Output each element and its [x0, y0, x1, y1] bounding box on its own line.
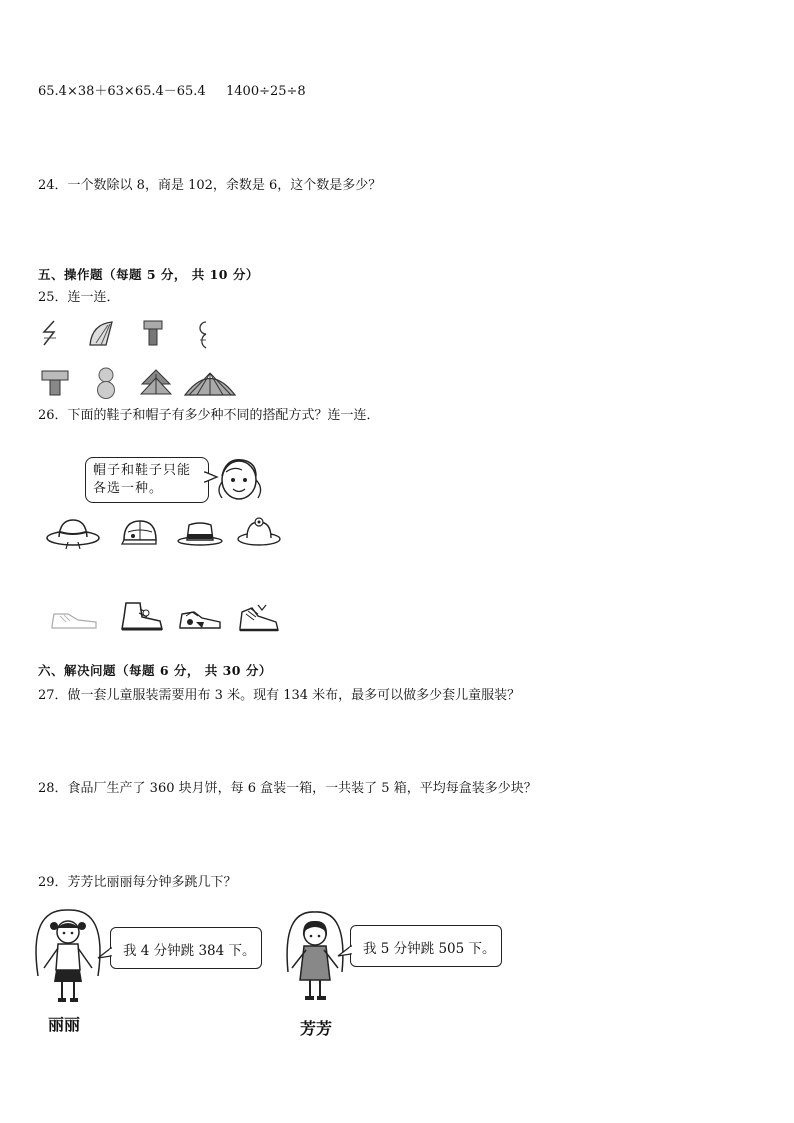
sun-hat-icon [44, 512, 102, 550]
lightning-shape-icon [40, 318, 64, 350]
fangfang-jumping-girl-icon [284, 910, 346, 1008]
calc-expression-2: 1400÷25÷8 [226, 84, 306, 99]
fangfang-bubble-tail [338, 946, 352, 960]
mushroom-slice-icon [141, 319, 165, 347]
lili-bubble-tail [98, 948, 112, 962]
fangfang-speech-bubble [350, 925, 502, 967]
flower-hat-icon [236, 514, 282, 548]
umbrella-icon [183, 370, 237, 398]
sport-shoe-icon [234, 602, 282, 636]
question-29: 29．芳芳比丽丽每分钟多跳几下？ [38, 875, 237, 890]
section-6-heading: 六、解决问题（每题 6 分， 共 30 分） [38, 663, 272, 678]
calc-expression-1: 65.4×38＋63×65.4－65.4 [38, 84, 206, 99]
question-24: 24．一个数除以 8，商是 102，余数是 6，这个数是多少？ [38, 178, 382, 193]
umbrella-slice-icon [86, 318, 116, 348]
lili-name: 丽丽 [48, 1015, 81, 1034]
section-5-heading: 五、操作题（每题 5 分， 共 10 分） [38, 267, 259, 282]
snowman-half-icon [194, 318, 214, 350]
question-28: 28．食品厂生产了 360 块月饼，每 6 盒装一箱，一共装了 5 箱，平均每盒装多少块？ [38, 781, 537, 796]
cap-icon [118, 516, 162, 550]
boot-icon [118, 599, 166, 635]
girl-face-icon [212, 450, 266, 508]
mushroom-icon [40, 368, 70, 398]
lili-speech-bubble [110, 927, 262, 969]
shoe-icon [176, 602, 224, 634]
question-25: 25．连一连． [38, 290, 120, 305]
tree-icon [139, 368, 173, 398]
question-26: 26．下面的鞋子和帽子有多少种不同的搭配方式？连一连． [38, 408, 380, 423]
fangfang-speech-text: 我 5 分钟跳 505 下。 [363, 941, 496, 957]
girl-speech-bubble [85, 457, 209, 503]
snowman-icon [93, 365, 119, 399]
fedora-icon [176, 519, 224, 549]
speech-line-1: 帽子和鞋子只能 [93, 463, 192, 478]
question-27: 27．做一套儿童服装需要用布 3 米。现有 134 米布，最多可以做多少套儿童服装？ [38, 688, 521, 703]
lili-jumping-girl-icon [32, 908, 104, 1010]
lili-speech-text: 我 4 分钟跳 384 下。 [123, 943, 256, 959]
sneaker-icon [48, 604, 100, 634]
speech-line-2: 各选一种。 [93, 481, 164, 496]
fangfang-name: 芳芳 [300, 1019, 333, 1038]
